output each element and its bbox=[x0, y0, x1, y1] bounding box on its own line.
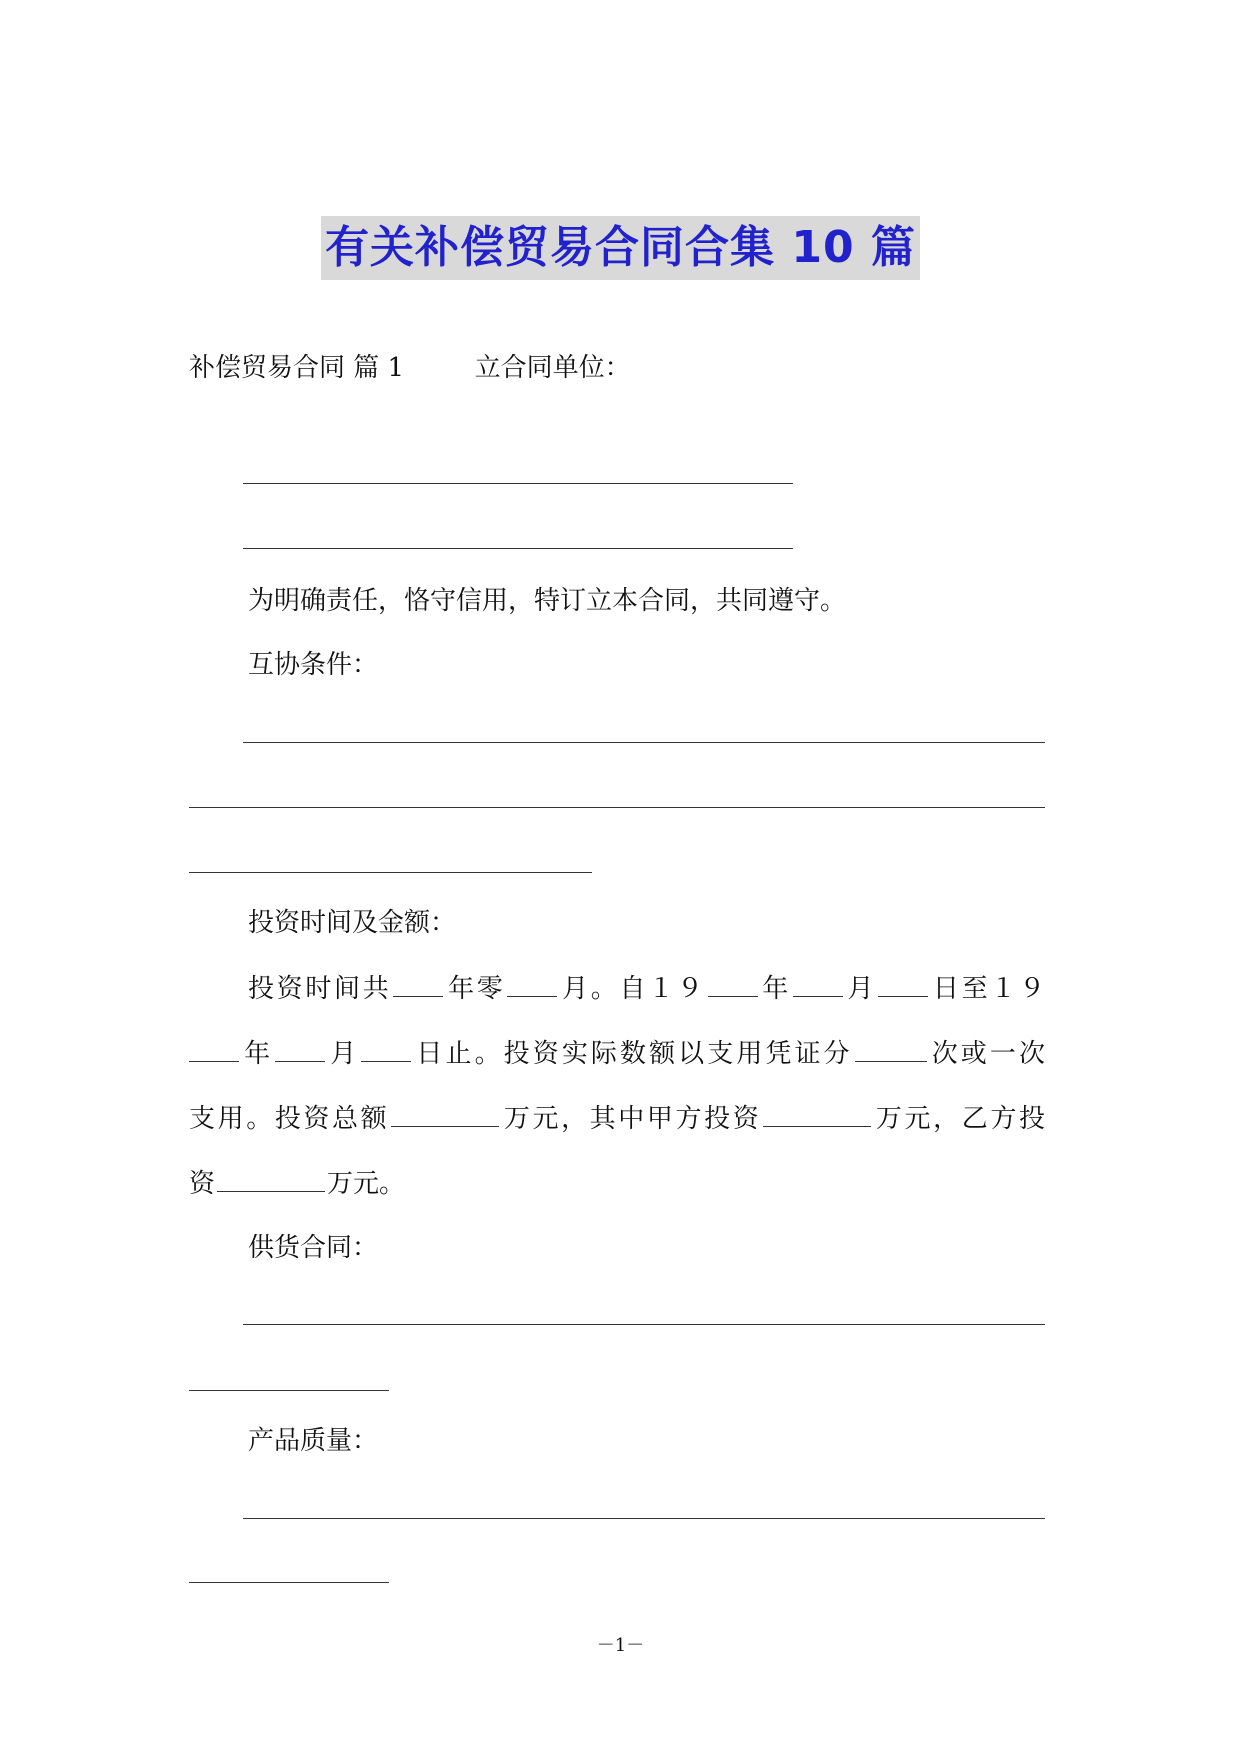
supply-blank-line-2 bbox=[189, 1390, 389, 1391]
contracting-party-label: 立合同单位： bbox=[474, 353, 631, 383]
section-supply-heading: 供货合同： bbox=[248, 1233, 379, 1263]
document-title-text: 有关补偿贸易合同合集 10 篇 bbox=[321, 216, 920, 280]
blank-end-month bbox=[275, 1035, 325, 1062]
document-title bbox=[0, 216, 1241, 280]
investment-line-4: 资 万元。 bbox=[189, 1165, 1055, 1202]
mutual-blank-line-2 bbox=[189, 807, 1045, 808]
blank-start-year bbox=[708, 970, 758, 997]
intro-paragraph: 为明确责任，恪守信用，特订立本合同，共同遵守。 bbox=[248, 586, 847, 616]
blank-total-investment bbox=[391, 1100, 499, 1127]
blank-party-a-investment bbox=[763, 1100, 871, 1127]
supply-blank-line-1 bbox=[243, 1324, 1045, 1325]
investment-line-2: 年 月 日止。投资实际数额以支用凭证分 次或一次 bbox=[189, 1035, 1045, 1072]
blank-end-day bbox=[361, 1035, 411, 1062]
page-number: －1－ bbox=[596, 1635, 645, 1656]
investment-line-1: 投资时间共 年零 月。自１９ 年 月 日至１９ bbox=[248, 970, 1045, 1007]
section-investment-heading: 投资时间及金额： bbox=[248, 908, 457, 938]
party-blank-line-2 bbox=[243, 548, 793, 549]
blank-months bbox=[507, 970, 557, 997]
blank-start-month bbox=[793, 970, 843, 997]
contract-heading-label: 补偿贸易合同 篇 1 bbox=[189, 353, 405, 383]
party-blank-line-1 bbox=[243, 483, 793, 484]
quality-blank-line-2 bbox=[189, 1582, 389, 1583]
investment-line-3: 支用。投资总额 万元，其中甲方投资 万元，乙方投 bbox=[189, 1100, 1045, 1137]
section-quality-heading: 产品质量： bbox=[248, 1426, 379, 1456]
blank-years bbox=[393, 970, 443, 997]
section-mutual-heading: 互协条件： bbox=[248, 650, 379, 680]
blank-party-b-investment bbox=[217, 1165, 325, 1192]
blank-end-year bbox=[189, 1035, 239, 1062]
mutual-blank-line-1 bbox=[243, 742, 1045, 743]
contract-heading-line bbox=[189, 350, 1055, 386]
blank-start-day bbox=[878, 970, 928, 997]
quality-blank-line-1 bbox=[243, 1518, 1045, 1519]
blank-installments bbox=[855, 1035, 927, 1062]
mutual-blank-line-3 bbox=[189, 872, 592, 873]
